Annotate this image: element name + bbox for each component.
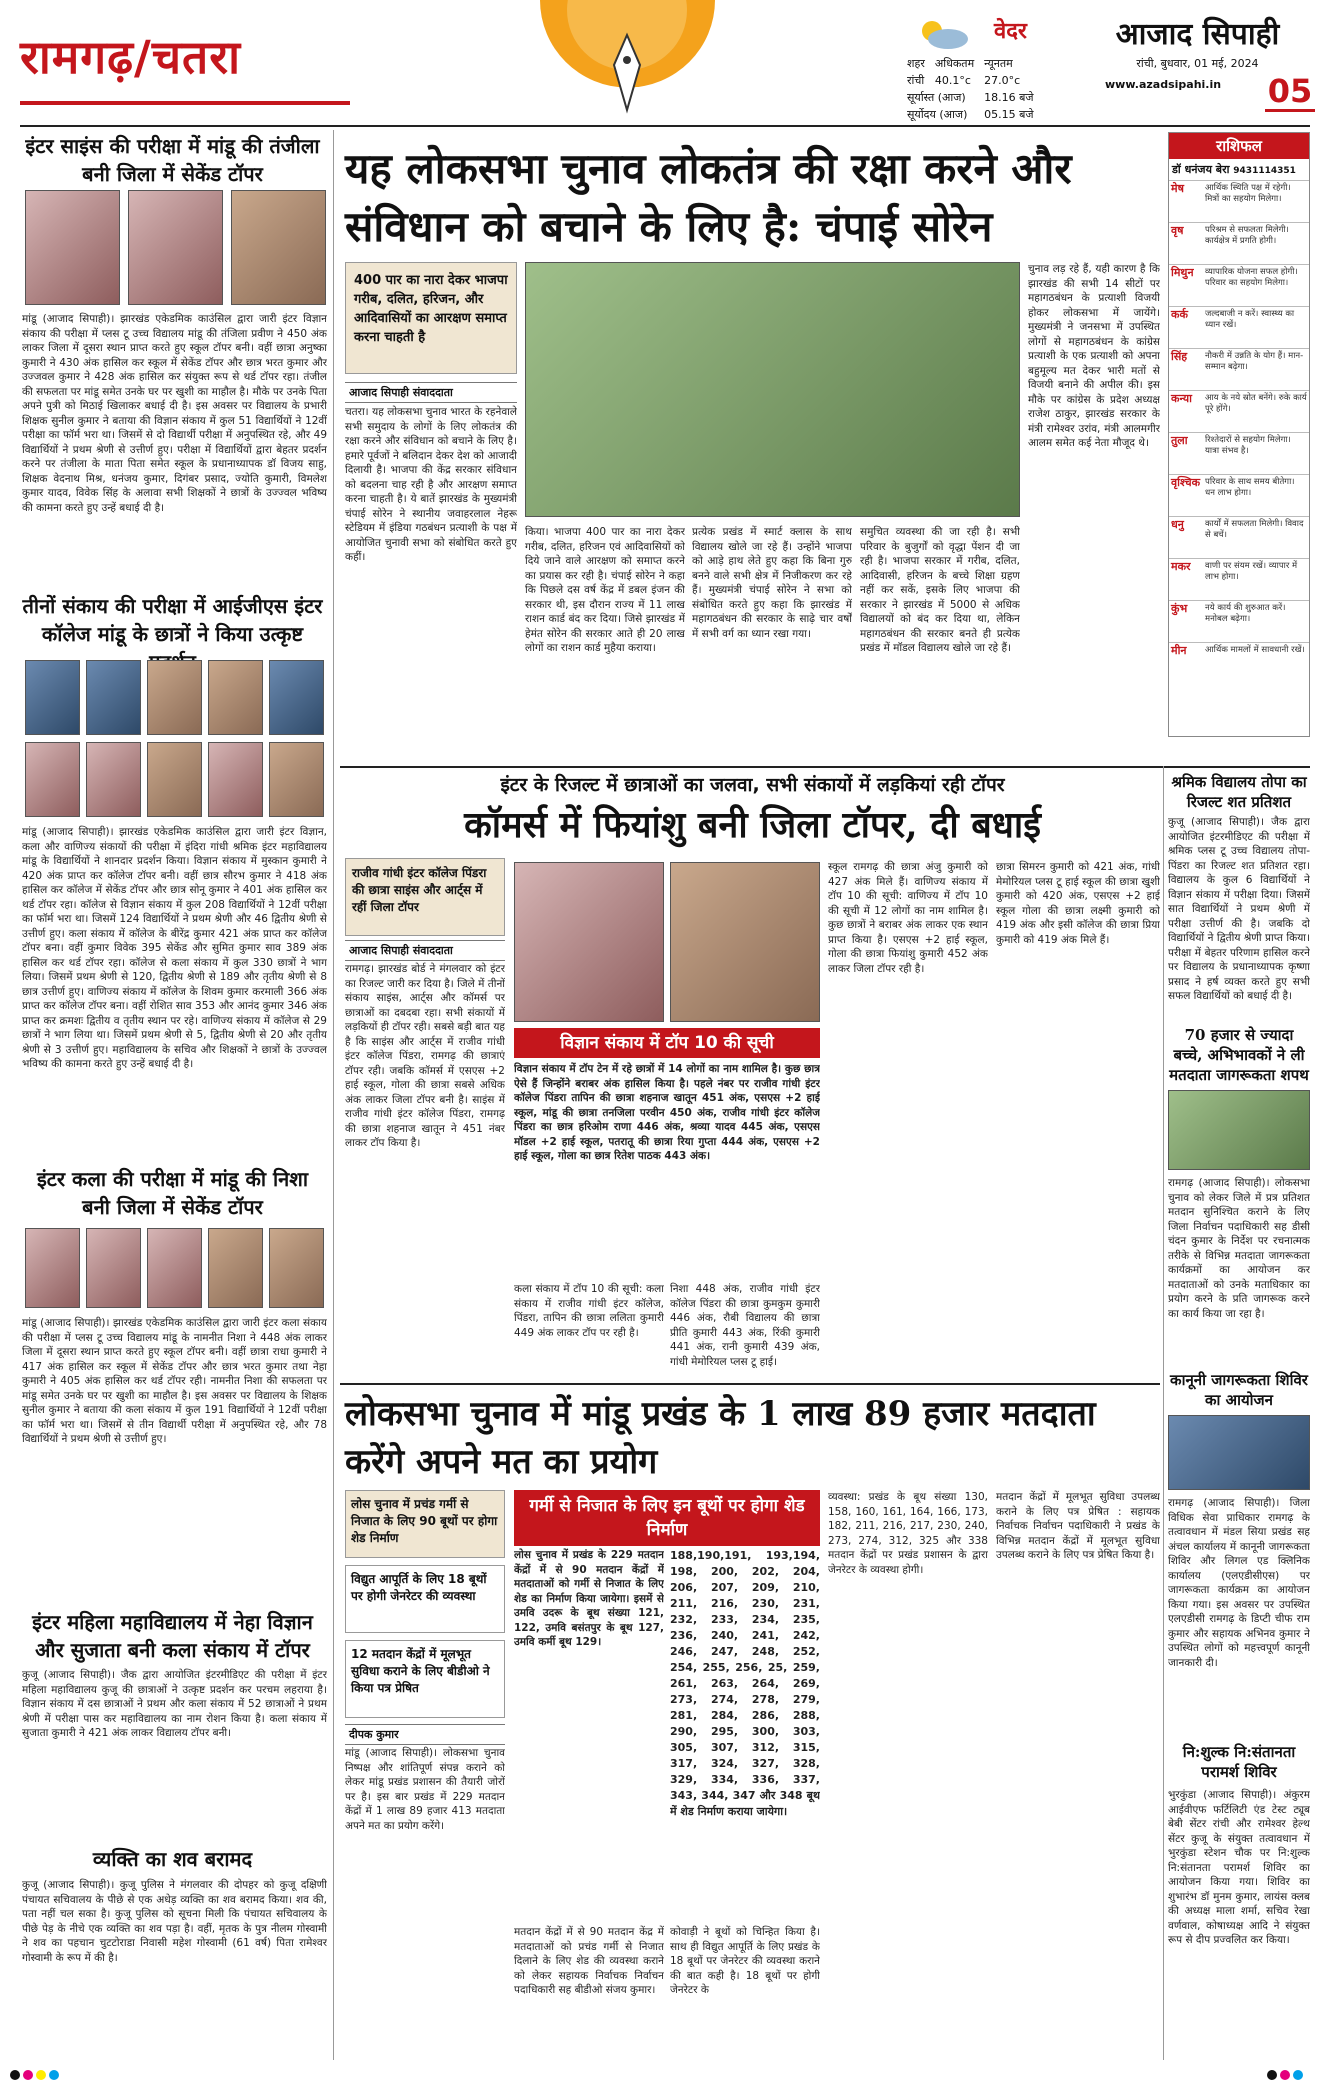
article-body: कोवाड़ी ने बूथों को चिन्हित किया है। साथ ही विद्युत आपूर्ति के लिए प्रखंड के 18 बूथों पर जेनरेटर की व्यवस्था कराने की बात कही है। 18 बूथों पर होगी जेनरेटर के	[670, 1926, 820, 1996]
article-body: मतदान केंद्रों में मूलभूत सुविधा उपलब्ध कराने के लिए पत्र प्रेषित : सहायक निर्वाचक निर्वाचन पदाधिकारी ने प्रखंड के विभिन्न मतदान केंद्रों में मूलभूत सुविधा उपलब्ध कराने के लिए पत्र प्रेषित किया है।	[996, 1491, 1160, 1561]
election-headline: लोकसभा चुनाव में मांडू प्रखंड के 1 लाख 89 हजार मतदाता करेंगे अपने मत का प्रयोग	[345, 1394, 1096, 1482]
article-body: चतरा। यह लोकसभा चुनाव भारत के रहनेवाले सभी समुदाय के लोगों के लिए लोकतंत्र की रक्षा करने और संविधान को बचाने के लिए है। हमारे पूर्वजों ने बलिदान देकर देश को आजादी दिलायी है। भाजपा की केंद्र सरकार संविधान को बदलना चाह रही है और आरक्षण समाप्त करना चाहती है। ये बातें झारखंड के मुख्यमंत्री चंपाई सोरेन ने स्थानीय जवाहरलाल नेहरू स्टेडियम में इंडिया गठबंधन प्रत्याशी के पक्ष में आयोजित चुनावी सभा को संबोधित करते हुए कहीं।	[345, 406, 517, 563]
student-photo	[86, 1228, 141, 1308]
student-photo	[269, 1228, 324, 1308]
rashi-row	[1169, 390, 1309, 432]
student-photo	[208, 660, 263, 735]
rashi-text: आर्थिक स्थिति पक्ष में रहेगी। मित्रों का सहयोग मिलेगा।	[1205, 183, 1291, 204]
article-body: कुजू (आजाद सिपाही)। जैक द्वारा आयोजित इंटरमीडिएट की परीक्षा में श्रमिक प्लस टू उच्च विद्यालय तोपा-पिंडरा का रिजल्ट शत प्रतिशत रहा। विद्यालय के कुल 6 विद्यार्थियों ने विज्ञान संकाय में परीक्षा दिया। जिसमें सात विद्यार्थियों ने प्रथम श्रेणी में परीक्षा उत्तीर्ण की है। जबकि दो विद्यार्थियों ने द्वितीय श्रेणी प्राप्त किया। परीक्षा में बेहतर परिणाम हासिल करने पर विद्यालय के प्रधानाध्यापक कृष्णा प्रसाद ने हर्ष व्यक्त करते हुए सभी सफल विद्यार्थियों को बधाई दी है।	[1168, 816, 1310, 1002]
rashi-name: वृश्चिक	[1171, 476, 1201, 489]
weather-col-min: न्यूनतम	[984, 57, 1013, 70]
rashi-row	[1169, 222, 1309, 264]
election-callout: विद्युत आपूर्ति के लिए 18 बूथों पर होगी जेनरेटर की व्यवस्था	[345, 1565, 505, 1633]
rashi-text: व्यापारिक योजना सफल होगी। परिवार का सहयोग मिलेगा।	[1205, 267, 1298, 288]
section-rule	[340, 766, 1310, 768]
camp-photo	[1168, 1415, 1310, 1490]
booth-banner: गर्मी से निजात के लिए इन बूथों पर होगा शेड निर्माण	[514, 1490, 820, 1546]
rashi-text: आर्थिक मामलों में सावधानी रखें।	[1205, 645, 1305, 655]
election-callout: लोस चुनाव में प्रचंड गर्मी से निजात के लिए 90 बूथों पर होगा शेड निर्माण	[345, 1490, 505, 1558]
rashi-text: नौकरी में उन्नति के योग हैं। मान-सम्मान बढ़ेगा।	[1205, 351, 1304, 372]
student-photo	[231, 190, 326, 305]
topper-photo	[670, 862, 820, 1022]
astrologer-name: डॉ धनंजय बेरा 9431114351	[1172, 163, 1296, 176]
rashi-row	[1169, 558, 1309, 600]
weather-col-city: शहर	[907, 57, 925, 70]
rashi-name: सिंह	[1171, 350, 1188, 363]
pen-nib-logo-icon	[540, 0, 715, 120]
rashi-row	[1169, 642, 1309, 684]
section-title: रामगढ़/चतरा	[20, 30, 241, 84]
student-photo	[147, 660, 202, 735]
weather-city: रांची	[907, 74, 925, 87]
article-body: मांडू (आजाद सिपाही)। झारखंड एकेडमिक काउंसिल द्वारा जारी इंटर विज्ञान, कला और वाणिज्य संकायों की परीक्षा में इंदिरा गांधी श्रमिक इंटर महाविद्यालय मांडू के विद्यार्थियों ने शानदार प्रदर्शन किया। विज्ञान संकाय में मुस्कान कुमारी ने 420 अंक प्राप्त कर कॉलेज टॉपर बनी। वहीं छात्र सौरभ कुमार ने 418 अंक हासिल कर कॉलेज में सेकेंड टॉपर और छात्र सोनू कुमार ने 401 अंक हासिल कर थर्ड टॉपर रहा। कॉलेज से विज्ञान संकाय में कुल 208 विद्यार्थियों ने 12वीं परीक्षा का फॉर्म भरा था। जिसमें 124 विद्यार्थियों ने प्रथम श्रेणी और 46 द्वितीय श्रेणी से उत्तीर्ण हुए। कला संकाय में कॉलेज के बीरेंद्र कुमार 421 अंक प्राप्त कर कॉलेज टॉपर बना। वहीं कुमार विवेक 395 सेकेंड और सुमित कुमार साव 389 अंक हासिल कर थर्ड टॉपर रहा। कॉलेज से कला संकाय में कुल 330 छात्रों ने भाग लिया। जिसमें प्रथम श्रेणी से 120, द्वितीय श्रेणी से 189 और तृतीय श्रेणी से 8 छात्र उत्तीर्ण हुए। वाणिज्य संकाय में कॉलेज के शिवम कुमार करमाली 366 अंक प्राप्त कर कॉलेज टॉपर बना। वहीं रोशित साव 353 और आनंद कुमार 346 अंक प्राप्त कर क्रमशः द्वितीय व तृतीय स्थान पर रहे। वाणिज्य संकाय में कॉलेज से 29 छात्रों ने भाग लिया था। जिसमें प्रथम श्रेणी से 5, द्वितीय श्रेणी से 20 और तृतीय श्रेणी से 3 उत्तीर्ण हुए। महाविद्यालय के सचिव और शिक्षकों ने छात्रों के उज्ज्वल भविष्य की कामना करते हुए उन्हें बधाई दी है।	[22, 826, 327, 1070]
byline: आजाद सिपाही संवाददाता	[345, 382, 517, 403]
rashi-name: मीन	[1171, 644, 1187, 657]
student-photo	[86, 660, 141, 735]
article-body: चुनाव लड़ रहे हैं, यही कारण है कि झारखंड की सभी 14 सीटों पर महागठबंधन के प्रत्याशी विजयी होकर लोकसभा में जायेंगे। मुख्यमंत्री ने जनसभा में उपस्थित लोगों से महागठबंधन के कांग्रेस प्रत्याशी के एक प्रत्याशी को अपना बहुमूल्य मत देकर भारी मतों से विजयी बनाने की अपील की। इस मौके पर कांग्रेस के प्रदेश अध्यक्ष राजेश ठाकुर, झारखंड सरकार के मंत्री रामेश्वर उरांव, मंत्री आलमगीर आलम समेत कई नेता मौजूद थे।	[1028, 263, 1160, 449]
sunset-label: सूर्यास्त (आज)	[907, 91, 966, 104]
article-body: प्रत्येक प्रखंड में स्मार्ट क्लास के साथ विद्यालय खोले जा रहे हैं। उन्होंने भाजपा को आड़े हाथ लेते हुए कहा कि बिना गुरु बनने वाले सभी क्षेत्र में निजीकरण कर रहे हैं। मुख्यमंत्री चंपाई सोरेन ने सभा को संबोधित करते हुए कहा कि झारखंड में महागठबंधन की सरकार के साढ़े चार वर्षों में सभी वर्ग का ध्यान रखा गया।	[692, 526, 852, 640]
article-body: मतदान केंद्रों में से 90 मतदान केंद्र में मतदाताओं को प्रचंड गर्मी से निजात दिलाने के लिए शेड की व्यवस्था कराने को लेकर सहायक निर्वाचक निर्वाचन पदाधिकारी सह बीडीओ संजय कुमार।	[514, 1926, 664, 1996]
rashi-text: वाणी पर संयम रखें। व्यापार में लाभ होगा।	[1205, 561, 1298, 582]
rashi-text: परिवार के साथ समय बीतेगा। धन लाभ होगा।	[1205, 477, 1295, 498]
paper-date: रांची, बुधवार, 01 मई, 2024	[1136, 57, 1259, 70]
article-heading: इंटर साइंस की परीक्षा में मांडू की तंजीला बनी जिला में सेकेंड टॉपर	[25, 134, 320, 186]
weather-box	[752, 15, 1042, 125]
article-body: रामगढ़ (आजाद सिपाही)। लोकसभा चुनाव को लेकर जिले में प्रत्र प्रतिशत मतदान सुनिश्चित कराने के लिए जिला निर्वाचन पदाधिकारी सह डीसी चंदन कुमार के निर्देश पर रचनात्मक तरीके से विभिन्न मतदाता जागरूकता कार्यक्रमों का आयोजन कर मतदाताओं को उनके मताधिकार का प्रयोग करने के प्रति जागरूक करने का कार्य किया जा रहा है।	[1168, 1177, 1310, 1320]
rashi-text: जल्दबाजी न करें। स्वास्थ्य का ध्यान रखें।	[1205, 309, 1295, 330]
sunrise-label: सूर्योदय (आज)	[907, 108, 968, 121]
rashi-row	[1169, 264, 1309, 306]
weather-title: वेदर	[994, 19, 1027, 44]
sunrise-time: 05.15 बजे	[984, 108, 1034, 121]
article-body: मांडू (आजाद सिपाही)। झारखंड एकेडमिक काउंसिल द्वारा जारी इंटर विज्ञान संकाय की परीक्षा में प्लस टू उच्च विद्यालय मांडू की तंजिला प्रवीण ने 450 अंक लाकर जिला में दूसरा स्थान प्राप्त करते हुए स्कूल टॉपर बनी। वहीं छात्रा अनुष्का कुमारी ने 430 अंक हासिल कर स्कूल में सेकेंड टॉपर और छात्र भरत कुमार और उज्जवल कुमार ने 428 अंक हासिल कर संयुक्त रूप से थर्ड टॉपर रहा। तंजील की सफलता पर मांडू समेत उनके घर पर खुशी का माहौल है। मौके पर उनके पिता अपने पुत्री को मिठाई खिलाकर बधाई दी है। इस अवसर पर विद्यालय के प्रभारी शिक्षक सुनील कुमार ने बताया की विज्ञान संकाय में कुल 51 विद्यार्थियों ने 12वीं परीक्षा का फॉर्म भरा था। जिसमें से दो विद्यार्थी परीक्षा में अनुपस्थित रहे, और 49 विद्यार्थियों ने प्रथम श्रेणी से उत्तीर्ण हुए। परीक्षा में विद्यार्थियों द्वारा बेहतर प्रदर्शन करने पर तंजीला के माता पिता समेत स्कूल के प्रधानाध्यापक डॉ विजय साहु, शिक्षक वेदनाथ मिश्र, धनंजय कुमार, दिगंबर प्रसाद, ज्योति कुमारी, विमलेश कुमार यादव, विवेक सिंह के अलावा सभी शिक्षकों ने छात्रों के उज्ज्वल भविष्य की कामना करते हुए उन्हें बधाई दी है।	[22, 313, 327, 514]
election-callout: 12 मतदान केंद्रों में मूलभूत सुविधा कराने के लिए बीडीओ ने किया पत्र प्रेषित	[345, 1640, 505, 1718]
article-body: व्यवस्था: प्रखंड के बूथ संख्या 130, 158, 160, 161, 164, 166, 173, 182, 211, 216, 217, 230, 240, 273, 274, 312, 325 और 338 मतदान केंद्रों पर प्रखंड प्रशासन के द्वारा जेनरेटर के व्यवस्था होगी।	[828, 1491, 988, 1576]
student-photo	[269, 660, 324, 735]
science-banner: विज्ञान संकाय में टॉप 10 की सूची	[514, 1028, 820, 1058]
column-divider	[1163, 766, 1164, 2060]
article-body: छात्रा सिमरन कुमारी को 421 अंक, गांधी मेमोरियल प्लस टू हाई स्कूल की छात्रा खुशी कुमारी को 420 अंक, एसएस +2 हाई स्कूल गोला की छात्रा लक्ष्मी कुमारी को 419 अंक और इसी कॉलेज की छात्रा प्रिया कुमारी को 419 अंक मिले हैं।	[996, 861, 1160, 946]
column-divider	[333, 130, 334, 2060]
rashi-row	[1169, 180, 1309, 222]
rashifal-box	[1168, 132, 1310, 737]
article-heading: व्यक्ति का शव बरामद	[92, 1847, 253, 1871]
article-body: मांडू (आजाद सिपाही)। लोकसभा चुनाव निष्पक्ष और शांतिपूर्ण संपन्न कराने को लेकर मांडू प्रखंड प्रशासन की तैयारी जोरों पर है। इस बार प्रखंड में 229 मतदान केंद्रों में 1 लाख 89 हजार 413 मतदाता अपने मत का प्रयोग करेंगे।	[345, 1747, 505, 1832]
weather-col-max: अधिकतम	[934, 57, 975, 70]
rashi-name: कर्क	[1171, 308, 1188, 321]
rashi-name: वृष	[1171, 224, 1184, 237]
rashi-name: तुला	[1171, 434, 1188, 447]
rashifal-title: राशिफल	[1169, 133, 1309, 159]
article-body: रामगढ़ (आजाद सिपाही)। जिला विधिक सेवा प्राधिकार रामगढ़ के तत्वावधान में मंडल सिया प्रखंड सह अंचल कार्यालय में कानूनी जागरूकता शिविर और लिगल एड क्लिनिक कार्यालय (एलएडीसीएस) पर जागरूकता कार्यक्रम का आयोजन किया गया। इस अवसर पर उपस्थित एलएडीसी रामगढ़ के डिप्टी चीफ राम कुमार और सहायक अभिनव कुमार ने उपस्थित लोगों को महत्त्वपूर्ण कानूनी जानकारी दी।	[1168, 1497, 1310, 1669]
student-photo	[25, 1228, 80, 1308]
weather-max: 40.1°c	[934, 74, 971, 87]
section-header	[20, 10, 350, 105]
article-body: मांडू (आजाद सिपाही)। झारखंड एकेडमिक काउंसिल द्वारा जारी इंटर कला संकाय की परीक्षा में प्लस टू उच्च विद्यालय मांडू के नामनीत निशा ने 448 अंक लाकर जिला में दूसरा स्थान प्राप्त करते हुए स्कूल टॉपर बनी। वहीं छात्रा राधा कुमारी ने 417 अंक हासिल कर स्कूल में सेकेंड टॉपर और छात्र भरत कुमार तथा नेहा कुमारी ने 405 अंक हासिल कर थर्ड टॉपर रही। नामनीत निशा की सफलता पर मांडू समेत उनके घर पर खुशी का माहौल है। इस अवसर पर विद्यालय के शिक्षक सुनील कुमार ने बताया की कला संकाय में कुल 191 विद्यार्थियों ने 12वीं परीक्षा का फॉर्म भरा था। जिसमें से तीन विद्यार्थी परीक्षा में अनुपस्थित रहे, और 78 विद्यार्थियों ने प्रथम श्रेणी से उत्तीर्ण हुए।	[22, 1317, 327, 1445]
article-body: रामगढ़। झारखंड बोर्ड ने मंगलवार को इंटर का रिजल्ट जारी कर दिया है। जिले में तीनों संकाय साइंस, आर्ट्स और कॉमर्स पर छात्राओं का दबदबा रहा। सभी संकायों में लड़कियों ही टॉपर रही। सबसे बड़ी बात यह है कि साइंस और आर्ट्स में राजीव गांधी इंटर कॉलेज पिंडरा, रामगढ़ की छात्राएं टॉपर रही। जबकि कॉमर्स में एसएस +2 हाई स्कूल, गोला की छात्रा सबसे अधिक अंक लाकर जिला टॉपर बनी है। साइंस में राजीव गांधी इंटर कॉलेज पिंडरा, रामगढ़ की छात्रा शहनाज खातून ने 451 नंबर लाकर टॉप किया है।	[345, 963, 505, 1149]
article-body: समुचित व्यवस्था की जा रही है। सभी परिवार के बुजुर्गों को वृद्धा पेंशन दी जा रही है। भाजपा सरकार में गरीब, दलित, आदिवासी, हरिजन के बच्चे शिक्षा ग्रहण नहीं कर सकें, इसके लिए भाजपा की सरकार ने झारखंड में 5000 से अधिक विद्यालयों को बंद कर दिया था, लेकिन महागठबंधन की सरकार बनते ही प्रत्येक प्रखंड में मॉडल विद्यालय खोले जा रहे हैं।	[860, 526, 1020, 654]
rashi-row	[1169, 306, 1309, 348]
rashi-name: मिथुन	[1171, 266, 1194, 279]
awareness-photo	[1168, 1090, 1310, 1170]
article-heading: 70 हजार से ज्यादा बच्चे, अभिभावकों ने ली मतदाता जागरूकता शपथ	[1169, 1026, 1309, 1084]
rashi-name: कुंभ	[1171, 602, 1188, 615]
article-body: कुजू (आजाद सिपाही)। जैक द्वारा आयोजित इंटरमीडिएट की परीक्षा में इंटर महिला महाविद्यालय कुजू की छात्राओं ने उत्कृष्ट प्रदर्शन कर परचम लहराया है। विज्ञान संकाय में दस छात्राओं ने प्रथम और कला संकाय में 52 छात्राओं ने प्रथम श्रेणी में परीक्षा पास कर महाविद्यालय का नाम रोशन किया है। कला संकाय में सुजाता कुमारी ने 421 अंक लाकर विद्यालय टॉपर बनी।	[22, 1669, 327, 1739]
rally-photo	[525, 262, 1020, 517]
print-color-bar	[10, 2065, 1315, 2079]
topper-photo	[514, 862, 664, 1022]
weather-min: 27.0°c	[984, 74, 1021, 87]
student-photo	[208, 742, 263, 817]
student-photo	[269, 742, 324, 817]
article-body: कुजू (आजाद सिपाही)। कुजू पुलिस ने मंगलवार की दोपहर को कुजू दक्षिणी पंचायत सचिवालय के पीछे से एक अधेड़ व्यक्ति का शव बरामद किया। शव की, पता नहीं चल सका है। कुजू पुलिस को सूचना मिली कि पंचायत सचिवालय के पीछे पेड़ के नीचे एक व्यक्ति का शव पड़ा है। वहीं, मृतक के पुत्र नीलम गोस्वामी ने शव का पहचान चुटटोराडा निवासी महेश गोस्वामी (61 वर्ष) पिता रामेश्वर गोस्वामी के रूप में की है।	[22, 1879, 327, 1964]
student-photo	[25, 190, 120, 305]
cloud-sun-icon	[912, 17, 972, 51]
masthead-rule	[20, 125, 1310, 127]
article-heading: इंटर कला की परीक्षा में मांडू की निशा बनी जिला में सेकेंड टॉपर	[36, 1167, 309, 1219]
article-heading: कानूनी जागरूकता शिविर का आयोजन	[1170, 1371, 1308, 1409]
rashi-row	[1169, 348, 1309, 390]
page-number: 05	[1265, 72, 1315, 112]
rashi-text: आय के नये स्रोत बनेंगे। रुके कार्य पूरे होंगे।	[1205, 393, 1307, 414]
student-photo	[25, 660, 80, 735]
rashi-name: मेष	[1171, 182, 1184, 195]
results-subbanner: इंटर के रिजल्ट में छात्राओं का जलवा, सभी संकायों में लड़कियां रही टॉपर	[500, 774, 1005, 796]
article-heading: इंटर महिला महाविद्यालय में नेहा विज्ञान और सुजाता बनी कला संकाय में टॉपर	[32, 1610, 313, 1662]
section-rule	[340, 1383, 1160, 1385]
student-photo	[147, 1228, 202, 1308]
article-body: लोस चुनाव में प्रखंड के 229 मतदान केंद्रों में से 90 मतदान केंद्रों में मतदाताओं को गर्मी से निजात के लिए शेड का निर्माण किया जायेगा। इसमें से उमवि उदरू के बूथ संख्या 121, 122, उमवि बसंतपुर के बूथ 127, उमवि कर्मी बूथ 129।	[514, 1549, 664, 1648]
rashi-row	[1169, 474, 1309, 516]
science-list: विज्ञान संकाय में टॉप टेन में रहे छात्रों में 14 लोगों का नाम शामिल है। कुछ छात्र ऐसे हैं जिन्होंने बराबर अंक हासिल किया है। पहले नंबर पर राजीव गांधी इंटर कॉलेज पिंडरा तापिन की छात्रा शहनाज खातून 451 अंक, एसएस +2 हाई स्कूल, मांडू की छात्रा तनजिला परवीन 450 अंक, राजीव गांधी इंटर कॉलेज पिंडरा का छात्र हरिओम राणा 446 अंक, श्रव्या यादव 445 अंक, एसएस मॉडल +2 हाई स्कूल, पतरातू की छात्रा रिया गुप्ता 444 अंक, एसएस +2 हाई स्कूल, गोला का छात्र रितेश पाठक 443 अंक।	[514, 1063, 820, 1162]
article-body: निशा 448 अंक, राजीव गांधी इंटर कॉलेज पिंडरा की छात्रा कुमकुम कुमारी 446 अंक, रौबी विद्यालय की छात्रा प्रीति कुमारी 443 अंक, रिंकी कुमारी 441 अंक, रानी कुमारी 439 अंक, गांधी मेमोरियल प्लस टू हाई।	[670, 1283, 820, 1368]
rashi-text: कार्यों में सफलता मिलेगी। विवाद से बचें।	[1205, 519, 1304, 540]
rashi-name: कन्या	[1171, 392, 1192, 405]
lead-callout: 400 पार का नारा देकर भाजपा गरीब, दलित, हरिजन, और आदिवासियों का आरक्षण समाप्त करना चाहती है	[345, 262, 517, 374]
student-photo	[147, 742, 202, 817]
sunset-time: 18.16 बजे	[984, 91, 1034, 104]
student-photo	[128, 190, 223, 305]
rashi-name: मकर	[1171, 560, 1191, 573]
student-photo	[25, 742, 80, 817]
rashi-row	[1169, 432, 1309, 474]
article-heading: तीनों संकाय की परीक्षा में आईजीएस इंटर कॉलेज मांडू के छात्रों ने किया उत्कृष्ट	[22, 594, 323, 646]
byline: दीपक कुमार	[345, 1724, 505, 1745]
article-body: स्कूल रामगढ़ की छात्रा अंजु कुमारी को 427 अंक मिले हैं। वाणिज्य संकाय में टॉप 10 की सूची: वाणिज्य में टॉप 10 की सूची में 12 लोगों का नाम शामिल है। कुछ छात्रों ने बराबर अंक लाकर एक स्थान प्राप्त किया है। एसएस +2 हाई स्कूल, गोला की छात्रा फियांशु कुमारी 452 अंक लाकर जिला टॉपर रही है।	[828, 861, 988, 975]
rashi-text: परिश्रम से सफलता मिलेगी। कार्यक्षेत्र में प्रगति होगी।	[1205, 225, 1289, 246]
booth-list: 188,190,191, 193,194, 198, 200, 202, 204, 206, 207, 209, 210, 211, 216, 230, 231, 232, 233, 234, 235, 236, 240, 241, 242, 246, 247, 248, 252, 254, 255, 256, 25, 259, 261, 263, 264, 269, 273, 274, 278, 279, 281, 284, 286, 288, 290, 295, 300, 303, 305, 307, 312, 315, 317, 324, 327, 328, 329, 334, 336, 337, 343, 344, 347 और 348 बूथ में शेड निर्माण कराया जायेगा।	[670, 1549, 820, 1818]
student-photo	[86, 742, 141, 817]
article-body: किया। भाजपा 400 पार का नारा देकर गरीब, दलित, हरिजन एवं आदिवासियों को दिये जाने वाले आरक्षण को समाप्त करने का प्रयास कर रही है। चंपाई सोरेन ने कहा कि पिछले दस वर्ष केंद्र में डबल इंजन की सरकार थी, इस दौरान राज्य में 11 लाख राशन कार्ड बंद कर दिया। जिसे झारखंड में हेमंत सोरेन की सरकार आते ही 20 लाख लोगों का राशन कार्ड मुहैया कराया।	[525, 526, 685, 654]
article-heading: नि:शुल्क नि:संतानता परामर्श शिविर	[1182, 1743, 1296, 1781]
article-body: कला संकाय में टॉप 10 की सूची: कला संकाय में राजीव गांधी इंटर कॉलेज, पिंडरा, तापिन की छात्रा ललिता कुमारी 449 अंक लाकर टॉप पर रही है।	[514, 1283, 664, 1339]
lead-headline: यह लोकसभा चुनाव लोकतंत्र की रक्षा करने और संविधान को बचाने के लिए है: चंपाई सोरेन	[345, 144, 1072, 251]
rashi-row	[1169, 600, 1309, 642]
article-heading: श्रमिक विद्यालय तोपा का रिजल्ट शत प्रतिशत	[1171, 773, 1307, 811]
student-photo	[208, 1228, 263, 1308]
results-callout: राजीव गांधी इंटर कॉलेज पिंडरा की छात्रा साइंस और आर्ट्स में रहीं जिला टॉपर	[345, 858, 505, 936]
newspaper-name: आजाद सिपाही	[1115, 17, 1280, 52]
byline: आजाद सिपाही संवाददाता	[345, 940, 505, 961]
paper-url[interactable]: www.azadsipahi.in	[1105, 78, 1222, 91]
rashi-name: धनु	[1171, 518, 1184, 531]
article-body: भुरकुंडा (आजाद सिपाही)। अंकुरम आईवीएफ फर्टिलिटी एंड टेस्ट ट्यूब बेबी सेंटर रांची और रामेश्वर हेल्थ सेंटर कुजू के संयुक्त तत्वावधान में भुरकुंडा स्टेशन चौक पर नि:शुल्क नि:संतानता परामर्श शिविर का आयोजन किया गया। शिविर का शुभारंभ डॉ मुनम कुमार, लायंस क्लब की अध्यक्ष माला शर्मा, सचिव रेखा वर्णवाल, कोषाध्यक्ष आदि ने संयुक्त रूप से दीप प्रज्वलित कर किया।	[1168, 1789, 1310, 1946]
rashi-row	[1169, 516, 1309, 558]
weather-table	[902, 55, 1039, 123]
rashi-text: नये कार्य की शुरुआत करें। मनोबल बढ़ेगा।	[1205, 603, 1286, 624]
results-headline: कॉमर्स में फियांशु बनी जिला टॉपर, दी बधाई	[464, 804, 1041, 846]
rashi-text: रिश्तेदारों से सहयोग मिलेगा। यात्रा संभव है।	[1205, 435, 1291, 456]
